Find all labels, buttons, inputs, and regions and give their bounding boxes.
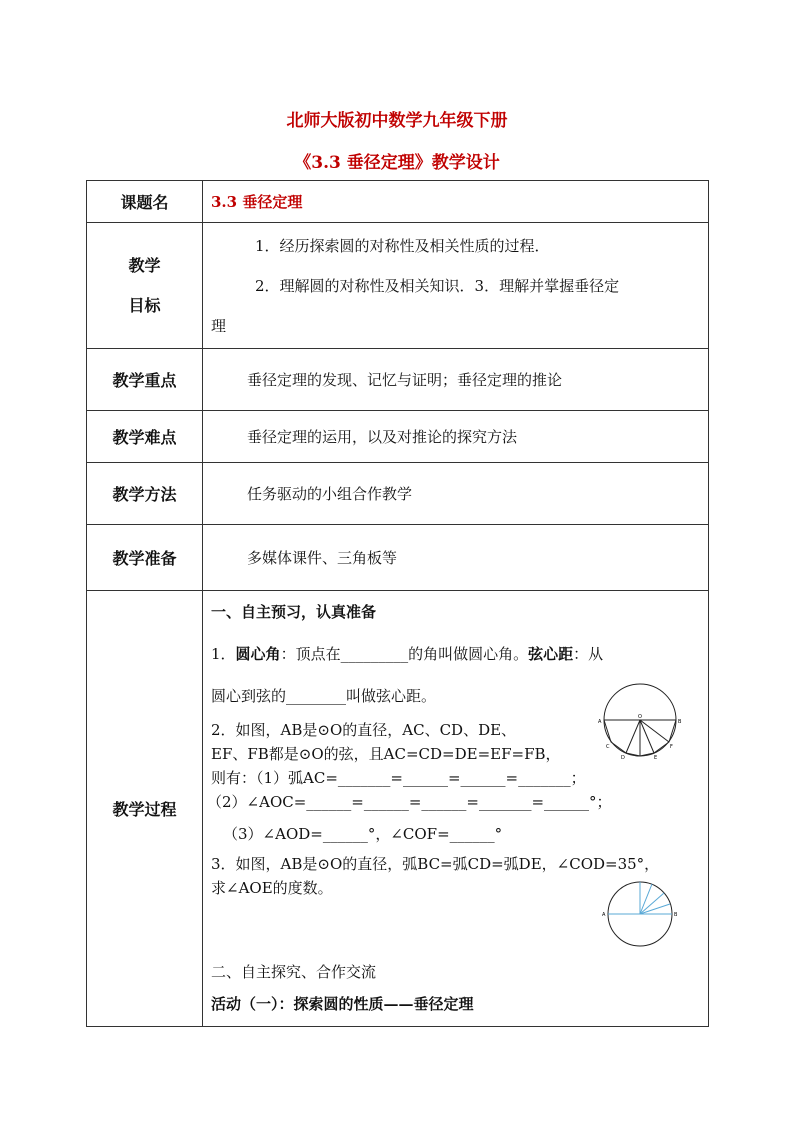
- goals-label: [87, 223, 203, 349]
- prep-label: 教学准备: [87, 525, 203, 591]
- goal-2: 2．理解圆的对称性及相关知识．3．理解并掌握垂径定: [255, 276, 620, 295]
- question-2-line-5: （3）∠AOD=______°，∠COF=______°: [223, 825, 503, 843]
- semicircle-chords-figure: [596, 680, 686, 760]
- fig1-label-o: O: [638, 714, 642, 720]
- question-3-line-2: 求∠AOE的度数。: [211, 879, 333, 897]
- key-label: 教学重点: [87, 349, 203, 411]
- process-content: [203, 591, 709, 1027]
- fig2-label-a: A: [602, 912, 606, 918]
- fig1-label-d: D: [621, 755, 625, 760]
- topic-label: 课题名: [87, 181, 203, 223]
- row-preparation: [87, 525, 709, 591]
- process-label: 教学过程: [87, 591, 203, 1027]
- goals-label-line1: 教学: [128, 255, 161, 275]
- section-1-heading: 一、自主预习，认真准备: [211, 603, 377, 621]
- goals-label-line2: 目标: [128, 295, 161, 315]
- method-value: 任务驱动的小组合作教学: [203, 463, 709, 525]
- activity-1-heading: 活动（一）：探索圆的性质——垂径定理: [211, 995, 474, 1013]
- fig1-label-e: E: [654, 755, 658, 760]
- row-goals: [87, 223, 709, 349]
- row-topic: [87, 181, 709, 223]
- method-label: 教学方法: [87, 463, 203, 525]
- row-difficulty: [87, 411, 709, 463]
- row-key-points: [87, 349, 709, 411]
- difficulty-label: 教学难点: [87, 411, 203, 463]
- topic-value: 3.3 垂径定理: [211, 193, 303, 211]
- fig1-label-f: F: [670, 744, 673, 750]
- goal-2-continued: 理: [211, 316, 227, 335]
- lesson-title: 《3.3 垂径定理》教学设计: [294, 153, 500, 173]
- question-2-line-3: 则有：（1）弧AC=_______=______=______=_______；: [211, 769, 586, 787]
- question-1-line-2: 圆心到弦的________叫做弦心距。: [211, 687, 437, 705]
- fig2-label-b: B: [674, 912, 678, 918]
- key-value: 垂径定理的发现、记忆与证明；垂径定理的推论: [203, 349, 709, 411]
- question-2-line-2: EF、FB都是⊙O的弦，且AC=CD=DE=EF=FB，: [211, 745, 561, 763]
- fig1-label-b: B: [678, 719, 682, 725]
- row-method: [87, 463, 709, 525]
- fig1-label-c: C: [606, 744, 610, 750]
- row-process: [87, 591, 709, 1027]
- question-1: 1．圆心角：顶点在_________的角叫做圆心角。弦心距：从: [211, 645, 604, 663]
- question-2-line-1: 2．如图，AB是⊙O的直径，AC、CD、DE、: [211, 721, 517, 739]
- goal-1: 1．经历探索圆的对称性及相关性质的过程．: [255, 236, 550, 255]
- difficulty-value: 垂径定理的运用，以及对推论的探究方法: [203, 411, 709, 463]
- document-title: 北师大版初中数学九年级下册: [286, 111, 508, 131]
- question-3-line-1: 3．如图，AB是⊙O的直径，弧BC=弧CD=弧DE，∠COD=35°，: [211, 855, 660, 873]
- prep-value: 多媒体课件、三角板等: [203, 525, 709, 591]
- fig1-label-a: A: [598, 719, 602, 725]
- circle-radii-figure: [600, 878, 686, 950]
- section-2-heading: 二、自主探究、合作交流: [211, 963, 377, 981]
- question-2-line-4: （2）∠AOC=______=______=______=_______=______°；: [207, 793, 612, 811]
